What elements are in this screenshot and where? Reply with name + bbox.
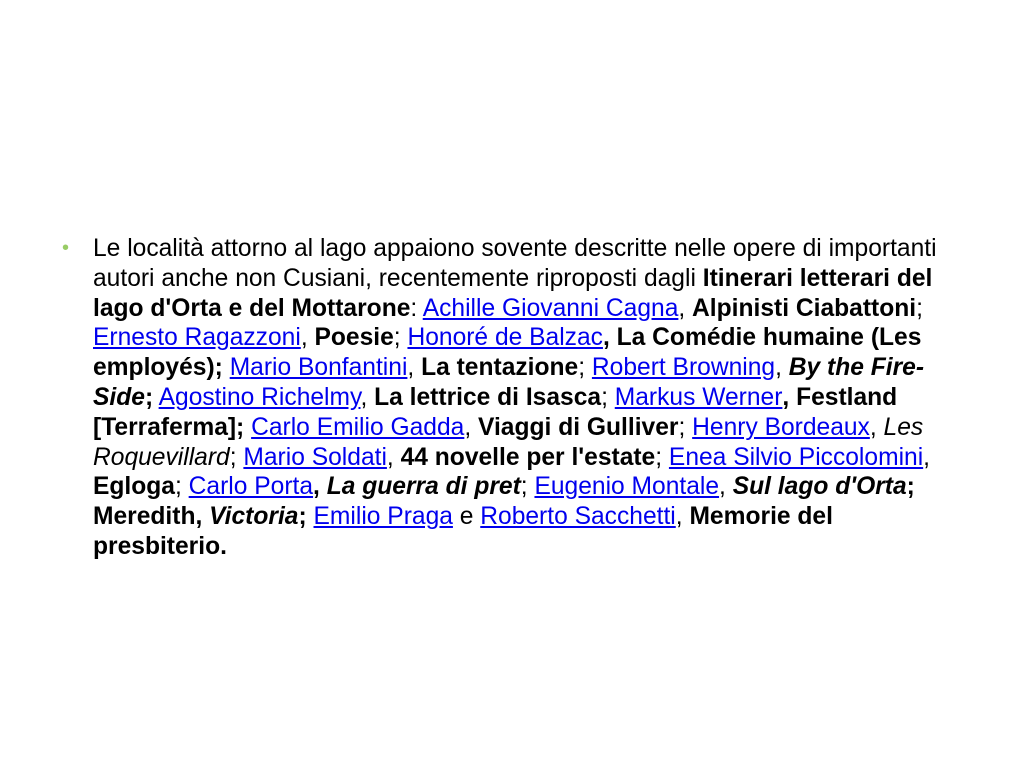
body-text: Le località attorno al lago appaiono sovente descritte nelle opere di importanti autori anche non Cusiani, recentemente riproposti dagli (93, 235, 937, 292)
author-link[interactable]: Achille Giovanni Cagna (422, 294, 679, 322)
work-title-italic: By the Fire-Side (93, 354, 925, 411)
body-text: ; (520, 473, 535, 501)
work-title: , (313, 473, 327, 501)
work-title: Alpinisti Ciabattoni (692, 294, 917, 322)
work-title-italic: Sul lago d'Orta (732, 473, 907, 501)
author-link[interactable]: Ernesto Ragazzoni (93, 324, 301, 352)
bullet-item (62, 234, 962, 562)
body-text: , (386, 443, 401, 471)
author-link[interactable]: Carlo Emilio Gadda (251, 413, 465, 441)
work-title: La tentazione (421, 354, 579, 382)
work-title: Itinerari letterari del lago d'Orta e del Mottarone (93, 264, 933, 322)
body-text: , (719, 473, 733, 501)
work-title: , La Comédie humaine (Les employés); (93, 324, 922, 382)
work-title-italic: Victoria (209, 503, 299, 531)
author-link[interactable]: Henry Bordeaux (692, 413, 870, 441)
body-text: ; (174, 473, 189, 501)
author-link[interactable]: Enea Silvio Piccolomini (668, 443, 924, 471)
body-text: ; (393, 324, 408, 352)
body-text: , (775, 354, 789, 382)
work-title: Memorie del presbiterio. (93, 503, 833, 560)
body-text: , (923, 443, 931, 471)
body-text: , (869, 413, 884, 441)
work-title: ; (144, 383, 154, 411)
author-link[interactable]: Robert Browning (591, 354, 776, 382)
work-title: 44 novelle per l'estate (400, 443, 656, 471)
work-title: , Festland [Terraferma]; (93, 383, 898, 441)
work-title: ; Meredith, (93, 473, 915, 531)
body-text (223, 354, 230, 381)
author-link[interactable]: Mario Soldati (243, 443, 387, 471)
bullet-list (62, 234, 962, 562)
body-text: , (464, 413, 479, 441)
author-link[interactable]: Mario Bonfantini (229, 354, 408, 382)
author-link[interactable]: Emilio Praga (313, 503, 453, 531)
body-text: , (678, 294, 693, 322)
work-title (733, 473, 907, 500)
author-link[interactable]: Markus Werner (614, 383, 783, 411)
work-title (327, 473, 521, 500)
author-link[interactable]: Roberto Sacchetti (480, 503, 676, 531)
work-title: Poesie (314, 324, 394, 352)
work-title: La lettrice di Isasca (374, 383, 602, 411)
body-text: ; (578, 354, 592, 382)
body-text: ; (655, 443, 669, 471)
bullet-dot-icon: • (62, 237, 70, 259)
body-text: ; (229, 443, 244, 471)
body-text: ; (916, 294, 923, 322)
body-text: , (407, 354, 422, 382)
work-title-italic: La guerra di pret (326, 473, 521, 501)
author-link[interactable]: Honoré de Balzac (407, 324, 603, 352)
body-text: , (300, 324, 315, 352)
body-text (307, 503, 314, 530)
body-text: e (452, 503, 481, 531)
author-link[interactable]: Agostino Richelmy (158, 383, 361, 411)
body-text: , (360, 383, 375, 411)
body-text: , (675, 503, 690, 531)
work-title: Viaggi di Gulliver (478, 413, 679, 441)
work-title: Les Roquevillard (93, 413, 924, 471)
work-title: ; (298, 503, 307, 531)
work-title (209, 503, 298, 530)
author-link[interactable]: Carlo Porta (188, 473, 314, 501)
work-title: Egloga (93, 473, 175, 501)
bullet-text (93, 235, 937, 560)
body-text: : (410, 294, 423, 322)
body-text: ; (601, 383, 615, 411)
body-text: ; (678, 413, 693, 441)
author-link[interactable]: Eugenio Montale (534, 473, 720, 501)
